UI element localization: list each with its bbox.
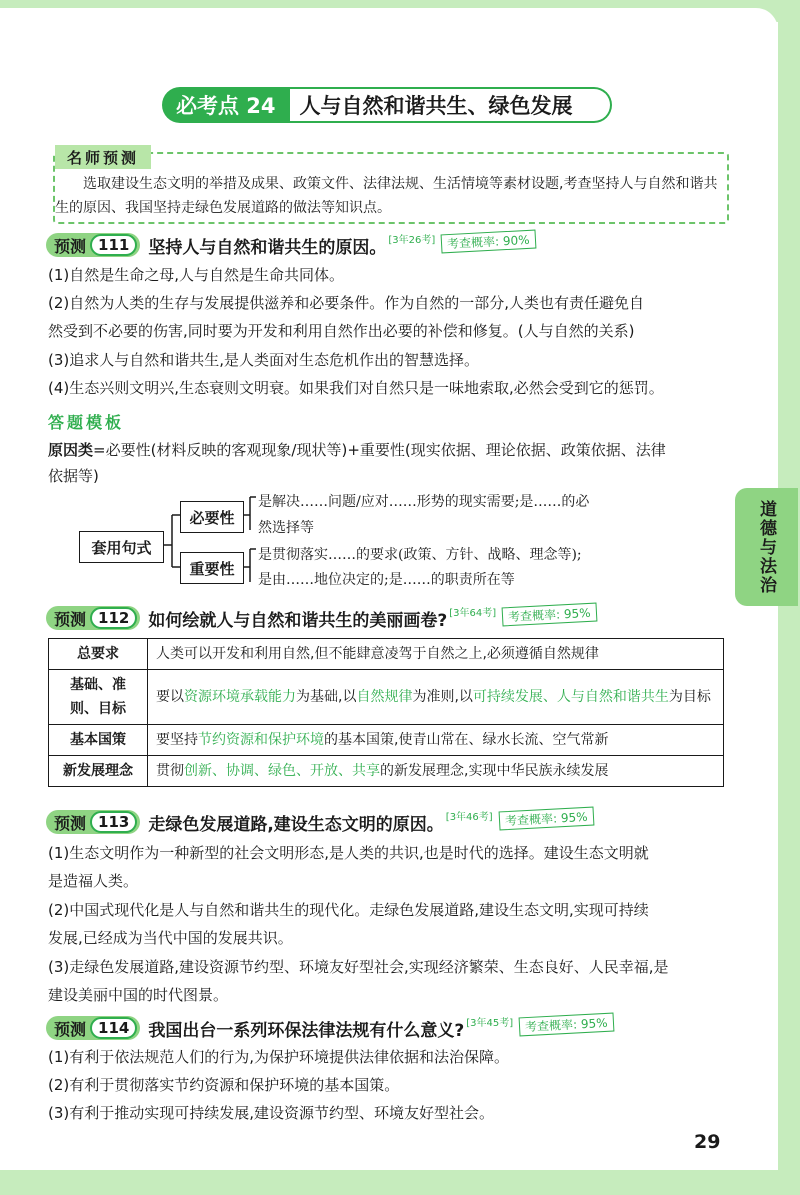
paragraph-line: (3)有利于推动实现可持续发展,建设资源节约型、环境友好型社会。: [48, 1104, 495, 1122]
teacher-prediction-tag: 名师预测: [55, 145, 151, 169]
diagram-necessity-text-2: 然选择等: [258, 520, 314, 536]
prediction-number: 112: [90, 607, 137, 629]
table-keyword: 创新、协调、绿色、开放、共享: [184, 763, 380, 779]
prediction-badge: [46, 1016, 140, 1040]
table-text: 要以: [156, 689, 184, 705]
table-row: [49, 639, 724, 670]
table-keyword: 自然规律: [356, 689, 413, 705]
prediction-number: 114: [90, 1017, 137, 1039]
diagram-importance-box: 重要性: [180, 552, 244, 584]
table-row-head: 新发展理念: [49, 756, 148, 787]
prediction-probability-stamp: 考查概率: 95%: [519, 1012, 614, 1036]
diagram-root-box: 套用句式: [79, 531, 164, 563]
table-row-head: 基本国策: [49, 725, 148, 756]
table-keyword: 资源环境承载能力: [184, 689, 296, 705]
measures-table: [48, 638, 724, 787]
prediction-title: 走绿色发展道路,建设生态文明的原因。: [148, 814, 444, 835]
diagram-necessity-box: 必要性: [180, 501, 244, 533]
table-text: 贯彻: [156, 763, 184, 779]
template-reason-line-2: 依据等): [48, 467, 99, 485]
prediction-frequency: [3年45考]: [466, 1017, 514, 1029]
prediction-frequency: [3年64考]: [449, 607, 497, 619]
table-text: 为目标: [668, 689, 711, 705]
paragraph-line: (2)中国式现代化是人与自然和谐共生的现代化。走绿色发展道路,建设生态文明,实现可持续: [48, 901, 649, 919]
table-row: [49, 725, 724, 756]
subject-side-tab-label: 道德与法治: [756, 499, 776, 595]
teacher-prediction-text: 选取建设生态文明的举措及成果、政策文件、法律法规、生活情境等素材设题,考查坚持人与自然和谐共生的原因、我国坚持走绿色发展道路的做法等知识点。: [55, 176, 718, 216]
table-row: [49, 756, 724, 787]
prediction-badge: [46, 810, 140, 834]
section-title-text: 人与自然和谐共生、绿色发展: [290, 87, 612, 123]
template-reason-bold: 原因类: [48, 441, 94, 459]
table-text: 为基础,以: [296, 689, 357, 705]
answer-template-label: 答题模板: [48, 413, 125, 432]
template-reason-text: =必要性(材料反映的客观现象/现状等)+重要性(现实依据、理论依据、政策依据、法律: [93, 441, 666, 459]
prediction-badge-label: 预测: [54, 813, 87, 833]
diagram-necessity-text: 是解决……问题/应对……形势的现实需要;是……的必: [258, 494, 590, 510]
table-row-head: 基础、准则、目标: [49, 670, 148, 725]
diagram-importance-text: 是贯彻落实……的要求(政策、方针、战略、理念等);: [258, 547, 582, 563]
prediction-badge-label: 预测: [54, 1019, 87, 1039]
table-row-head: 总要求: [49, 639, 148, 670]
table-row-content: [148, 670, 724, 725]
prediction-badge-label: 预测: [54, 609, 87, 629]
paragraph-line: 建设美丽中国的时代图景。: [48, 986, 229, 1004]
prediction-number: 111: [90, 234, 137, 256]
paragraph-line: (1)生态文明作为一种新型的社会文明形态,是人类的共识,也是时代的选择。建设生态文明就: [48, 844, 649, 862]
paragraph-line: (2)自然为人类的生存与发展提供滋养和必要条件。作为自然的一部分,人类也有责任避免自: [48, 294, 645, 312]
prediction-badge-label: 预测: [54, 236, 87, 256]
prediction-113-header: [46, 808, 593, 836]
prediction-title: 我国出台一系列环保法律法规有什么意义?: [148, 1020, 465, 1041]
table-keyword: 节约资源和保护环境: [198, 732, 324, 748]
prediction-badge: [46, 606, 140, 630]
prediction-title: 如何绘就人与自然和谐共生的美丽画卷?: [148, 610, 448, 631]
paragraph-line: (4)生态兴则文明兴,生态衰则文明衰。如果我们对自然只是一味地索取,必然会受到它的惩罚。: [48, 379, 664, 397]
diagram-importance-text-2: 是由……地位决定的;是……的职责所在等: [258, 572, 515, 588]
prediction-probability-stamp: 考查概率: 95%: [502, 602, 597, 626]
prediction-title: 坚持人与自然和谐共生的原因。: [148, 237, 387, 258]
paragraph-line: (1)自然是生命之母,人与自然是生命共同体。: [48, 266, 345, 284]
prediction-114-header: [46, 1014, 614, 1042]
table-text: 要坚持: [156, 732, 198, 748]
table-row-content: [148, 725, 724, 756]
paragraph-line: 是造福人类。: [48, 872, 139, 890]
prediction-probability-stamp: 考查概率: 95%: [498, 806, 593, 830]
paragraph-line: (3)走绿色发展道路,建设资源节约型、环境友好型社会,实现经济繁荣、生态良好、人民幸福,是: [48, 958, 669, 976]
table-row-content: [148, 756, 724, 787]
table-text: 为准则,以: [412, 689, 473, 705]
paragraph-line: (3)追求人与自然和谐共生,是人类面对生态危机作出的智慧选择。: [48, 351, 480, 369]
prediction-frequency: [3年26考]: [388, 234, 436, 246]
paragraph-line: (2)有利于贯彻落实节约资源和保护环境的基本国策。: [48, 1076, 400, 1094]
prediction-112-header: [46, 604, 597, 632]
table-text: 的新发展理念,实现中华民族永续发展: [380, 763, 609, 779]
section-title-number: 必考点 24: [162, 87, 290, 123]
table-keyword: 可持续发展、人与自然和谐共生: [472, 689, 669, 705]
prediction-number: 113: [90, 811, 137, 833]
table-row: [49, 670, 724, 725]
paragraph-line: 发展,已经成为当代中国的发展共识。: [48, 929, 293, 947]
paragraph-line: (1)有利于依法规范人们的行为,为保护环境提供法律依据和法治保障。: [48, 1048, 510, 1066]
prediction-frequency: [3年46考]: [445, 811, 493, 823]
prediction-probability-stamp: 考查概率: 90%: [441, 229, 536, 253]
paragraph-line: 然受到不必要的伤害,同时要为开发和利用自然作出必要的补偿和修复。(人与自然的关系): [48, 322, 635, 340]
table-text: 的基本国策,使青山常在、绿水长流、空气常新: [324, 732, 609, 748]
page-number: 29: [694, 1131, 721, 1153]
table-row-content: 人类可以开发和利用自然,但不能肆意凌驾于自然之上,必须遵循自然规律: [148, 639, 724, 670]
